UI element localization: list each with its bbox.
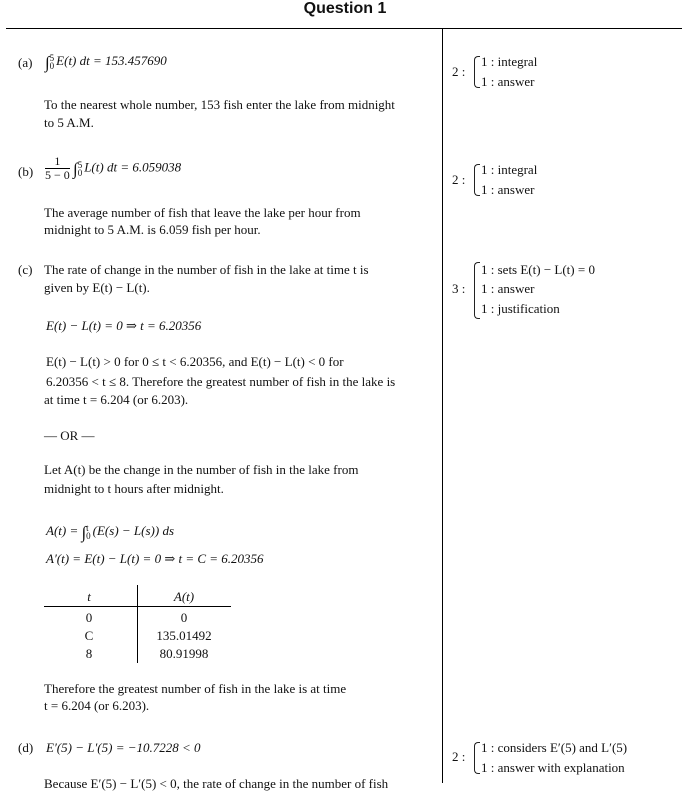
part-b-text-1: The average number of fish that leave the lake per hour from	[44, 205, 361, 220]
part-c-or: — OR —	[44, 428, 95, 443]
table-header-t: t	[87, 589, 91, 604]
part-c-text3-2: midnight to t hours after midnight.	[44, 481, 224, 496]
part-c-text1-1: The rate of change in the number of fish in the lake at time t is	[44, 262, 369, 277]
part-a-score: 2 :	[452, 64, 466, 79]
part-c-text4-1: Therefore the greatest number of fish in the lake is at time	[44, 681, 347, 696]
part-c-rubric-2: 1 : answer	[481, 281, 535, 296]
part-d-brace	[474, 742, 480, 774]
table-cell: 80.91998	[159, 646, 209, 661]
column-divider	[442, 29, 443, 783]
part-c-rubric-3: 1 : justification	[481, 301, 560, 316]
table-cell: 0	[180, 610, 188, 625]
table-divider-horizontal	[44, 606, 231, 607]
table-cell: C	[84, 628, 94, 643]
header-rule	[6, 28, 682, 29]
part-c-text3-1: Let A(t) be the change in the number of fish in the lake from	[44, 462, 359, 477]
table-cell: 8	[85, 646, 93, 661]
part-d-rubric-1: 1 : considers E′(5) and L′(5)	[481, 740, 628, 755]
part-c-text2-3: at time t = 6.204 (or 6.203).	[44, 392, 189, 407]
part-b-score: 2 :	[452, 172, 466, 187]
part-d-eq: E′(5) − L′(5) = −10.7228 < 0	[46, 740, 201, 755]
part-a-rubric-1: 1 : integral	[481, 54, 538, 69]
part-a-text-1: To the nearest whole number, 153 fish enter the lake from midnight	[44, 97, 395, 112]
page-title: Question 1	[303, 0, 387, 17]
part-c-label: (c)	[18, 262, 33, 277]
part-a-brace	[474, 56, 480, 88]
part-d-text-partial: Because E′(5) − L′(5) < 0, the rate of change in the number of fish	[44, 776, 389, 791]
part-c-text2-2: 6.20356 < t ≤ 8. Therefore the greatest number of fish in the lake is	[46, 374, 396, 389]
part-c-score: 3 :	[452, 281, 466, 296]
part-c-brace	[474, 262, 480, 319]
part-c-eq1: E(t) − L(t) = 0 ⇒ t = 6.20356	[46, 318, 202, 333]
part-c-eq2: A(t) = ∫t 0 (E(s) − L(s)) ds	[46, 523, 175, 542]
table-cell: 0	[85, 610, 93, 625]
part-c-text2-1: E(t) − L(t) > 0 for 0 ≤ t < 6.20356, and E(t) − L(t) < 0 for	[46, 354, 344, 369]
part-b-rubric-1: 1 : integral	[481, 162, 538, 177]
part-c-text1-2: given by E(t) − L(t).	[44, 280, 150, 295]
part-b-rubric-2: 1 : answer	[481, 182, 535, 197]
part-b-brace	[474, 164, 480, 196]
part-d-score: 2 :	[452, 749, 466, 764]
part-c-eq3: A′(t) = E(t) − L(t) = 0 ⇒ t = C = 6.20356	[46, 551, 264, 566]
table-header-at: A(t)	[173, 589, 195, 604]
table-cell: 135.01492	[156, 628, 212, 643]
part-a-text-2: to 5 A.M.	[44, 115, 94, 130]
part-a-label: (a)	[18, 55, 33, 70]
part-b-label: (b)	[18, 164, 34, 179]
part-a-equation: ∫5 0 E(t) dt = 153.457690	[45, 53, 167, 72]
part-d-rubric-2: 1 : answer with explanation	[481, 760, 625, 775]
part-b-equation: $\frac{1}{5 - 0}$ ∫5 0 L(t) dt = 6.059038	[45, 154, 182, 182]
part-a-rubric-2: 1 : answer	[481, 74, 535, 89]
part-b-text-2: midnight to 5 A.M. is 6.059 fish per hour.	[44, 222, 261, 237]
part-c-text4-2: t = 6.204 (or 6.203).	[44, 698, 150, 713]
part-c-rubric-1: 1 : sets E(t) − L(t) = 0	[481, 262, 595, 277]
part-d-label: (d)	[18, 740, 34, 755]
table-divider-vertical	[137, 585, 138, 663]
